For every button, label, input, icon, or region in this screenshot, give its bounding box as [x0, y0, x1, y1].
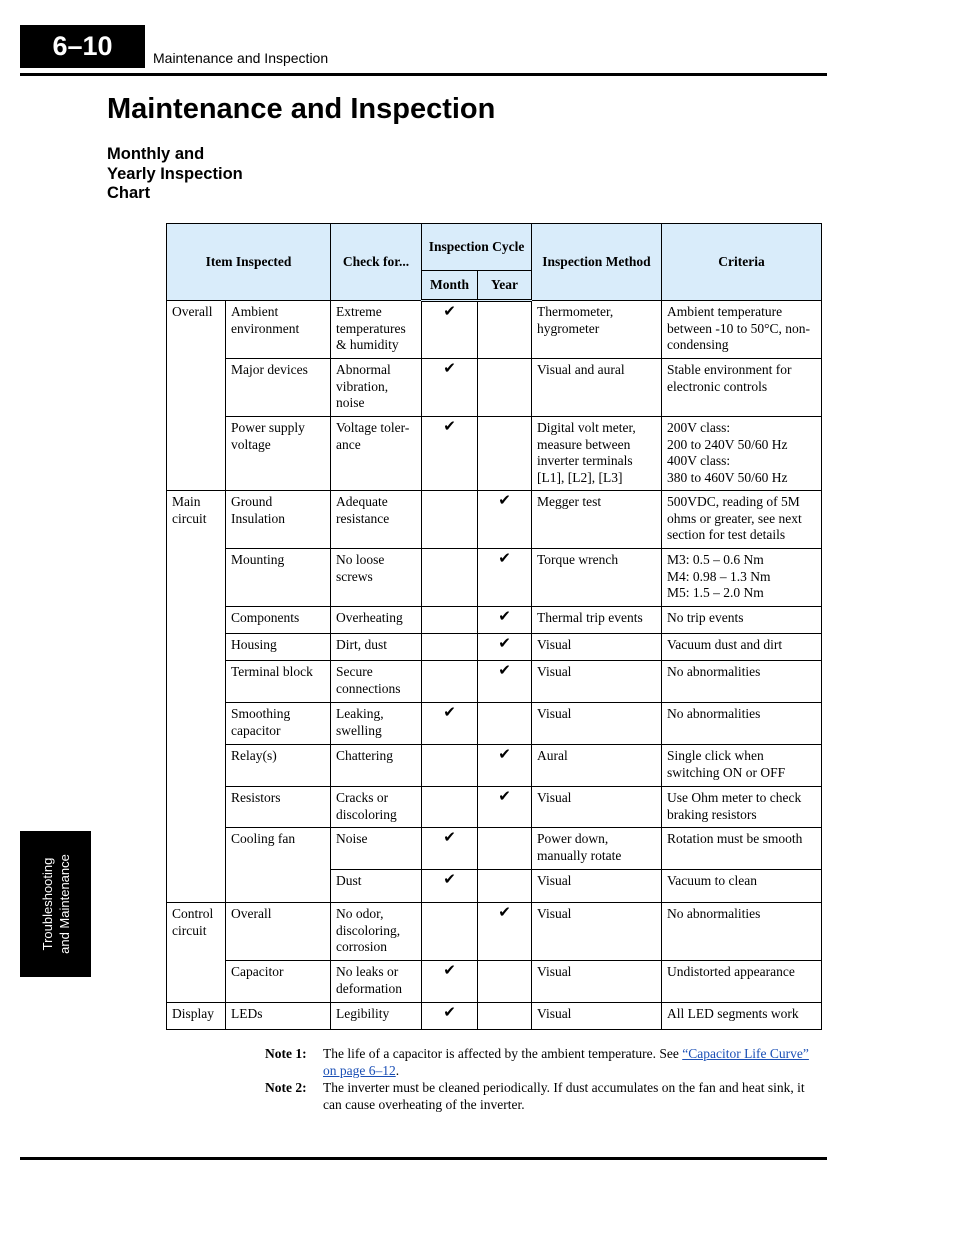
group-label: Display — [167, 1003, 226, 1030]
month-checkmark-icon: ✔ — [422, 1003, 478, 1030]
check-for: Noise — [331, 828, 422, 870]
item-inspected: Overall — [226, 903, 331, 961]
inspection-method: Thermal trip events — [532, 607, 662, 634]
month-checkmark-icon — [422, 903, 478, 961]
criteria: Stable environment for electronic controls — [662, 359, 822, 417]
item-inspected: Ground Insulation — [226, 491, 331, 549]
check-for: Extreme temperatures & humidity — [331, 301, 422, 359]
criteria: 500VDC, reading of 5M ohms or greater, see next section for test details — [662, 491, 822, 549]
table-row — [167, 661, 822, 703]
inspection-method: Visual — [532, 703, 662, 745]
criteria: No abnormalities — [662, 903, 822, 961]
note-text: The life of a capacitor is affected by the ambient temperature. See — [323, 1046, 683, 1061]
table-row — [167, 607, 822, 634]
note-label: Note 1: — [265, 1046, 307, 1061]
notes — [265, 1045, 825, 1113]
criteria: No abnormalities — [662, 661, 822, 703]
year-checkmark-icon — [478, 1003, 532, 1030]
year-checkmark-icon: ✔ — [478, 903, 532, 961]
year-checkmark-icon: ✔ — [478, 634, 532, 661]
table-row — [167, 491, 822, 549]
year-checkmark-icon — [478, 359, 532, 417]
item-inspected: Housing — [226, 634, 331, 661]
month-checkmark-icon — [422, 549, 478, 607]
month-checkmark-icon: ✔ — [422, 417, 478, 491]
table-row — [167, 961, 822, 1003]
table-row — [167, 301, 822, 359]
criteria: Vacuum to clean — [662, 870, 822, 903]
month-checkmark-icon: ✔ — [422, 359, 478, 417]
group-label: Overall — [167, 301, 226, 491]
check-for: Dirt, dust — [331, 634, 422, 661]
inspection-method: Power down, manually rotate — [532, 828, 662, 870]
item-inspected: Major devices — [226, 359, 331, 417]
check-for: Cracks or discoloring — [331, 787, 422, 828]
year-checkmark-icon: ✔ — [478, 787, 532, 828]
year-checkmark-icon — [478, 703, 532, 745]
year-checkmark-icon: ✔ — [478, 607, 532, 634]
criteria: Single click when switching ON or OFF — [662, 745, 822, 787]
month-checkmark-icon: ✔ — [422, 703, 478, 745]
header-year: Year — [478, 271, 532, 301]
inspection-method: Visual — [532, 961, 662, 1003]
page-title: Maintenance and Inspection — [107, 93, 496, 125]
item-inspected: Mounting — [226, 549, 331, 607]
check-for: No leaks or deformation — [331, 961, 422, 1003]
note-body: The inverter must be cleaned periodically. If dust accumulates on the fan and heat sink, it can cause overheating of the inverter. — [323, 1080, 805, 1112]
year-checkmark-icon: ✔ — [478, 661, 532, 703]
month-checkmark-icon — [422, 607, 478, 634]
inspection-chart-table — [166, 223, 822, 1030]
page-number: 6–10 — [20, 25, 145, 68]
criteria: 200V class: 200 to 240V 50/60 Hz 400V class: 380 to 460V 50/60 Hz — [662, 417, 822, 491]
header-item-inspected: Item Inspected — [167, 224, 331, 301]
month-checkmark-icon: ✔ — [422, 870, 478, 903]
table-body — [167, 301, 822, 1030]
item-inspected: Ambient environment — [226, 301, 331, 359]
table-row — [167, 1003, 822, 1030]
table-row — [167, 828, 822, 870]
check-for: Adequate resistance — [331, 491, 422, 549]
group-label: Main circuit — [167, 491, 226, 903]
inspection-method: Torque wrench — [532, 549, 662, 607]
inspection-method: Megger test — [532, 491, 662, 549]
note-text-end: . — [395, 1063, 400, 1078]
table-row — [167, 703, 822, 745]
section-subhead — [107, 145, 243, 204]
check-for: Dust — [331, 870, 422, 903]
running-head: Maintenance and Inspection — [153, 50, 329, 66]
table-row — [167, 359, 822, 417]
bottom-rule — [20, 1157, 827, 1160]
year-checkmark-icon — [478, 301, 532, 359]
month-checkmark-icon: ✔ — [422, 828, 478, 870]
year-checkmark-icon: ✔ — [478, 549, 532, 607]
check-for: Secure connections — [331, 661, 422, 703]
criteria: Ambient temperature between -10 to 50°C, non-condensing — [662, 301, 822, 359]
month-checkmark-icon — [422, 745, 478, 787]
subhead-line1: Monthly and — [107, 145, 205, 163]
item-inspected: Capacitor — [226, 961, 331, 1003]
check-for: Leaking, swelling — [331, 703, 422, 745]
item-inspected: Cooling fan — [226, 828, 331, 903]
header-inspection-method: Inspection Method — [532, 224, 662, 301]
note-2 — [265, 1079, 825, 1113]
table-row — [167, 903, 822, 961]
item-inspected: Smoothing capacitor — [226, 703, 331, 745]
note-1 — [265, 1045, 825, 1079]
check-for: No odor, discoloring, corrosion — [331, 903, 422, 961]
inspection-method: Visual — [532, 661, 662, 703]
item-inspected: Terminal block — [226, 661, 331, 703]
check-for: Legibility — [331, 1003, 422, 1030]
item-inspected: Relay(s) — [226, 745, 331, 787]
inspection-method: Visual — [532, 634, 662, 661]
table-row — [167, 417, 822, 491]
criteria: Rotation must be smooth — [662, 828, 822, 870]
month-checkmark-icon — [422, 787, 478, 828]
group-label: Control circuit — [167, 903, 226, 1003]
criteria: M3: 0.5 – 0.6 Nm M4: 0.98 – 1.3 Nm M5: 1.5 – 2.0 Nm — [662, 549, 822, 607]
inspection-method: Visual and aural — [532, 359, 662, 417]
inspection-method: Visual — [532, 787, 662, 828]
side-tab — [20, 831, 91, 977]
side-tab-line1: Troubleshooting — [39, 857, 55, 951]
year-checkmark-icon — [478, 828, 532, 870]
month-checkmark-icon — [422, 634, 478, 661]
year-checkmark-icon: ✔ — [478, 491, 532, 549]
year-checkmark-icon — [478, 961, 532, 1003]
item-inspected: Power supply voltage — [226, 417, 331, 491]
item-inspected: LEDs — [226, 1003, 331, 1030]
criteria: No abnormalities — [662, 703, 822, 745]
side-tab-line2: and Maintenance — [56, 854, 72, 954]
month-checkmark-icon — [422, 661, 478, 703]
table-row — [167, 745, 822, 787]
criteria: Vacuum dust and dirt — [662, 634, 822, 661]
header-month: Month — [422, 271, 478, 301]
check-for: Voltage toler-ance — [331, 417, 422, 491]
check-for: Overheating — [331, 607, 422, 634]
month-checkmark-icon: ✔ — [422, 961, 478, 1003]
check-for: No loose screws — [331, 549, 422, 607]
criteria: No trip events — [662, 607, 822, 634]
inspection-method: Aural — [532, 745, 662, 787]
header-criteria: Criteria — [662, 224, 822, 301]
check-for: Chattering — [331, 745, 422, 787]
month-checkmark-icon: ✔ — [422, 301, 478, 359]
header-inspection-cycle: Inspection Cycle — [422, 224, 532, 271]
inspection-method: Visual — [532, 903, 662, 961]
note-label: Note 2: — [265, 1080, 307, 1095]
subhead-line2: Yearly Inspection — [107, 164, 243, 183]
table-row — [167, 634, 822, 661]
criteria: Undistorted appearance — [662, 961, 822, 1003]
item-inspected: Resistors — [226, 787, 331, 828]
year-checkmark-icon: ✔ — [478, 745, 532, 787]
capacitor-life-curve-link[interactable]: “Capacitor Life Curve” on page 6–12 — [323, 1046, 809, 1078]
month-checkmark-icon — [422, 491, 478, 549]
table-row — [167, 787, 822, 828]
inspection-method: Visual — [532, 870, 662, 903]
header-check-for: Check for... — [331, 224, 422, 301]
note-body — [323, 1045, 825, 1079]
criteria: Use Ohm meter to check braking resistors — [662, 787, 822, 828]
table-row — [167, 549, 822, 607]
year-checkmark-icon — [478, 870, 532, 903]
top-rule — [20, 73, 827, 76]
inspection-method: Digital volt meter, measure between inverter terminals [L1], [L2], [L3] — [532, 417, 662, 491]
criteria: All LED segments work — [662, 1003, 822, 1030]
check-for: Abnormal vibration, noise — [331, 359, 422, 417]
inspection-method: Visual — [532, 1003, 662, 1030]
year-checkmark-icon — [478, 417, 532, 491]
item-inspected: Components — [226, 607, 331, 634]
inspection-method: Thermometer, hygrometer — [532, 301, 662, 359]
subhead-line3: Chart — [107, 184, 151, 202]
